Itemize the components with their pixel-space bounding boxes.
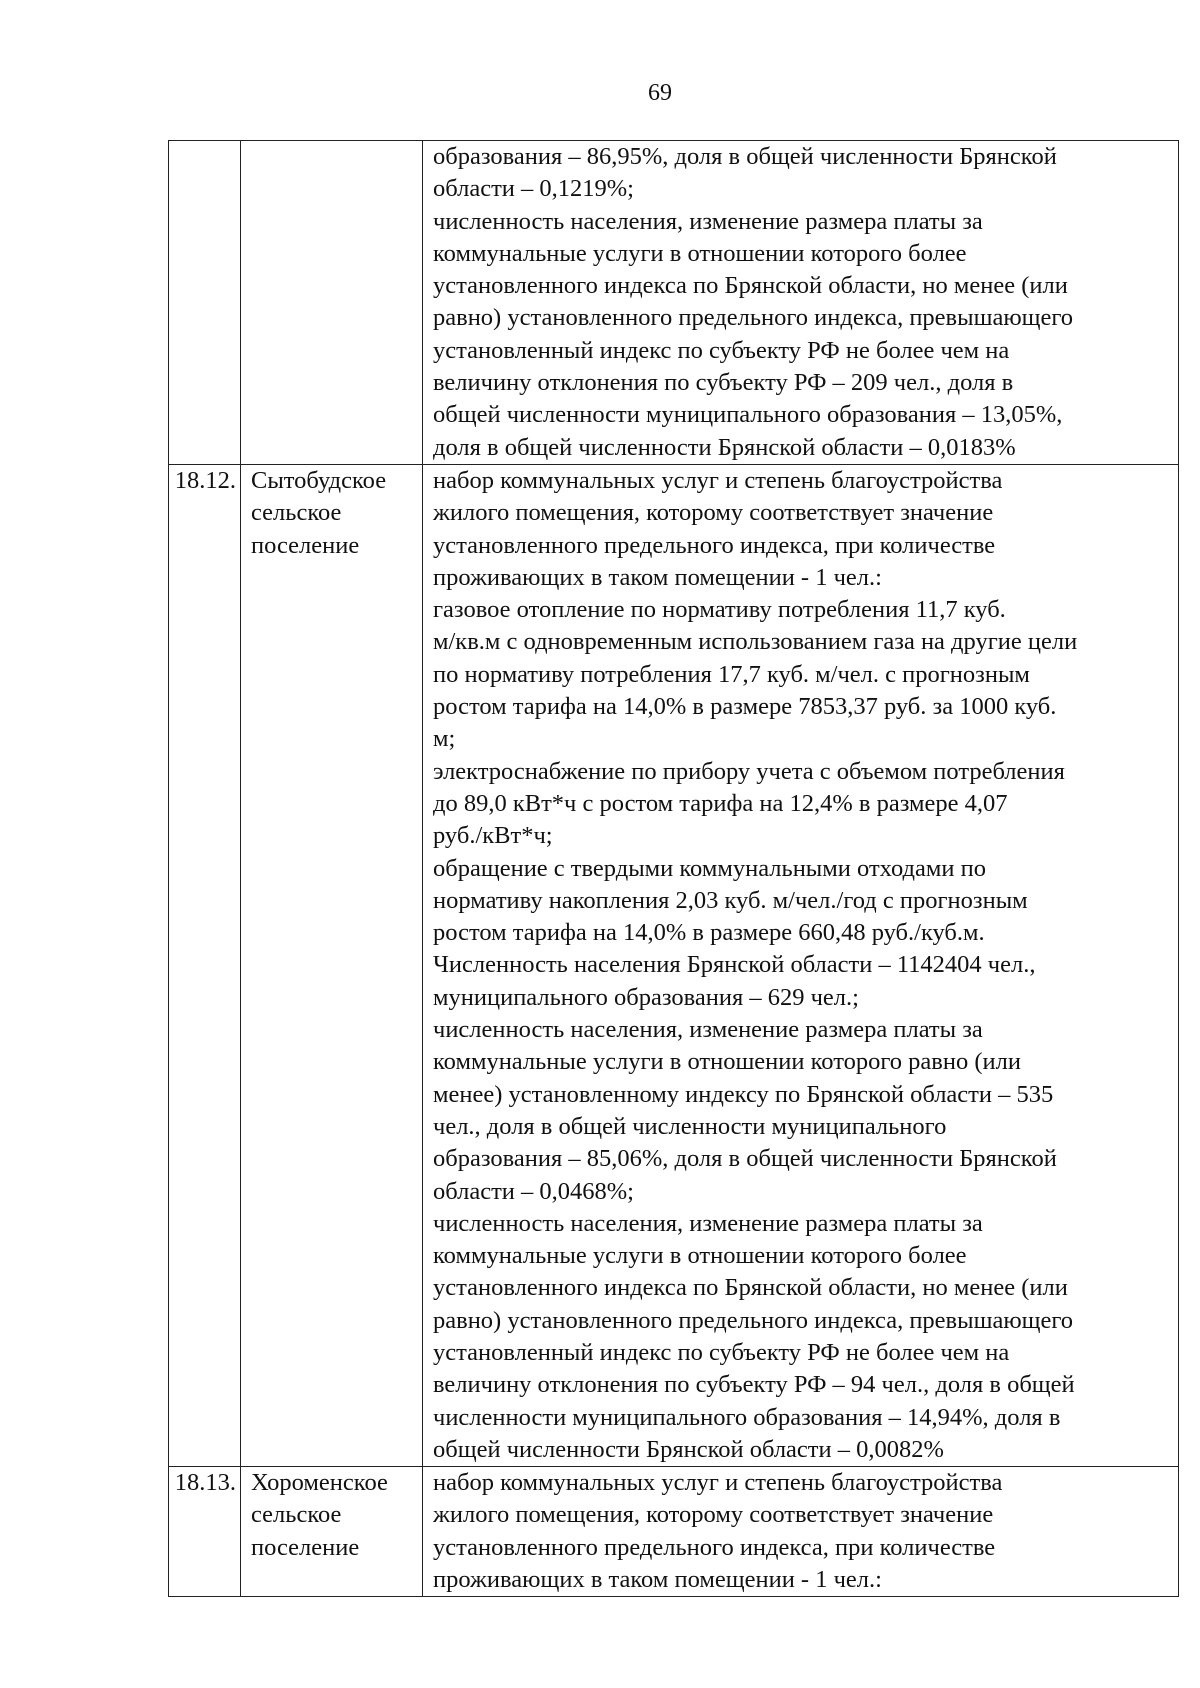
description-line: области – 0,1219%;: [433, 175, 634, 203]
description-line: жилого помещения, которому соответствует значение: [433, 1501, 994, 1529]
settlement-name-cell: [241, 464, 423, 1466]
description-line: установленный индекс по субъекту РФ не более чем на: [433, 1338, 1010, 1366]
description-line: величину отклонения по субъекту РФ – 209 чел., доля в: [433, 369, 1014, 397]
description-line: численность населения, изменение размера платы за: [433, 207, 983, 235]
description-cell: [423, 141, 1179, 465]
description-line: установленного индекса по Брянской области, но менее (или: [433, 1274, 1068, 1302]
settlement-name-cell: [241, 1467, 423, 1597]
settlement-name-line: сельское: [251, 499, 342, 527]
description-line: коммунальные услуги в отношении которого равно (или: [433, 1048, 1021, 1076]
description-line: проживающих в таком помещении - 1 чел.:: [433, 563, 882, 591]
description-line: численность населения, изменение размера платы за: [433, 1209, 983, 1237]
description-line: по нормативу потребления 17,7 куб. м/чел. с прогнозным: [433, 660, 1030, 688]
settlement-name-line: Хороменское: [251, 1469, 388, 1497]
description-line: ростом тарифа на 14,0% в размере 7853,37 руб. за 1000 куб.: [433, 693, 1057, 721]
description-line: обращение с твердыми коммунальными отходами по: [433, 854, 986, 882]
page-number: 69: [648, 80, 672, 106]
description-line: набор коммунальных услуг и степень благоустройства: [433, 466, 1003, 494]
description-line: доля в общей численности Брянской области – 0,0183%: [433, 433, 1016, 461]
row-number-cell: 18.13.: [169, 1467, 241, 1597]
description-line: величину отклонения по субъекту РФ – 94 чел., доля в общей: [433, 1371, 1075, 1399]
settlement-name-line: поселение: [251, 1533, 360, 1561]
row-number-cell: [169, 141, 241, 465]
description-line: установленного индекса по Брянской области, но менее (или: [433, 272, 1068, 300]
settlement-name-line: сельское: [251, 1501, 342, 1529]
table-row: [169, 141, 1179, 465]
description-line: численности муниципального образования – 14,94%, доля в: [433, 1403, 1061, 1431]
description-line: коммунальные услуги в отношении которого более: [433, 1242, 967, 1270]
table-row: [169, 464, 1179, 1466]
description-line: электроснабжение по прибору учета с объемом потребления: [433, 757, 1065, 785]
row-number-cell: 18.12.: [169, 464, 241, 1466]
description-line: менее) установленному индексу по Брянской области – 535: [433, 1080, 1054, 1108]
settlement-name-line: поселение: [251, 531, 360, 559]
description-line: образования – 86,95%, доля в общей численности Брянской: [433, 143, 1057, 170]
settlement-name-cell: [241, 141, 423, 465]
description-line: коммунальные услуги в отношении которого более: [433, 239, 967, 267]
tariff-table: [168, 140, 1179, 1597]
settlement-name-line: Сытобудское: [251, 466, 387, 494]
description-line: чел., доля в общей численности муниципального: [433, 1112, 947, 1140]
description-line: набор коммунальных услуг и степень благоустройства: [433, 1469, 1003, 1497]
table-body: [169, 141, 1179, 1597]
description-line: м;: [433, 725, 456, 753]
description-line: Численность населения Брянской области – 1142404 чел.,: [433, 951, 1036, 979]
description-line: руб./кВт*ч;: [433, 822, 553, 850]
description-line: проживающих в таком помещении - 1 чел.:: [433, 1566, 882, 1594]
description-line: муниципального образования – 629 чел.;: [433, 983, 859, 1011]
description-line: области – 0,0468%;: [433, 1177, 634, 1205]
description-line: установленного предельного индекса, при количестве: [433, 1533, 996, 1561]
description-line: равно) установленного предельного индекса, превышающего: [433, 304, 1074, 332]
description-line: нормативу накопления 2,03 куб. м/чел./год с прогнозным: [433, 886, 1028, 914]
description-cell: [423, 464, 1179, 1466]
description-line: равно) установленного предельного индекса, превышающего: [433, 1306, 1074, 1334]
description-line: общей численности муниципального образования – 13,05%,: [433, 401, 1063, 429]
description-line: м/кв.м с одновременным использованием газа на другие цели: [433, 628, 1078, 656]
description-line: общей численности Брянской области – 0,0082%: [433, 1435, 944, 1463]
description-line: газовое отопление по нормативу потребления 11,7 куб.: [433, 596, 1006, 624]
description-line: жилого помещения, которому соответствует значение: [433, 499, 994, 527]
description-line: ростом тарифа на 14,0% в размере 660,48 руб./куб.м.: [433, 919, 985, 947]
description-line: образования – 85,06%, доля в общей численности Брянской: [433, 1145, 1057, 1173]
description-line: установленного предельного индекса, при количестве: [433, 531, 996, 559]
description-line: установленный индекс по субъекту РФ не более чем на: [433, 336, 1010, 364]
description-line: численность населения, изменение размера платы за: [433, 1016, 983, 1044]
description-cell: [423, 1467, 1179, 1597]
description-line: до 89,0 кВт*ч с ростом тарифа на 12,4% в размере 4,07: [433, 789, 1008, 817]
table-row: [169, 1467, 1179, 1597]
